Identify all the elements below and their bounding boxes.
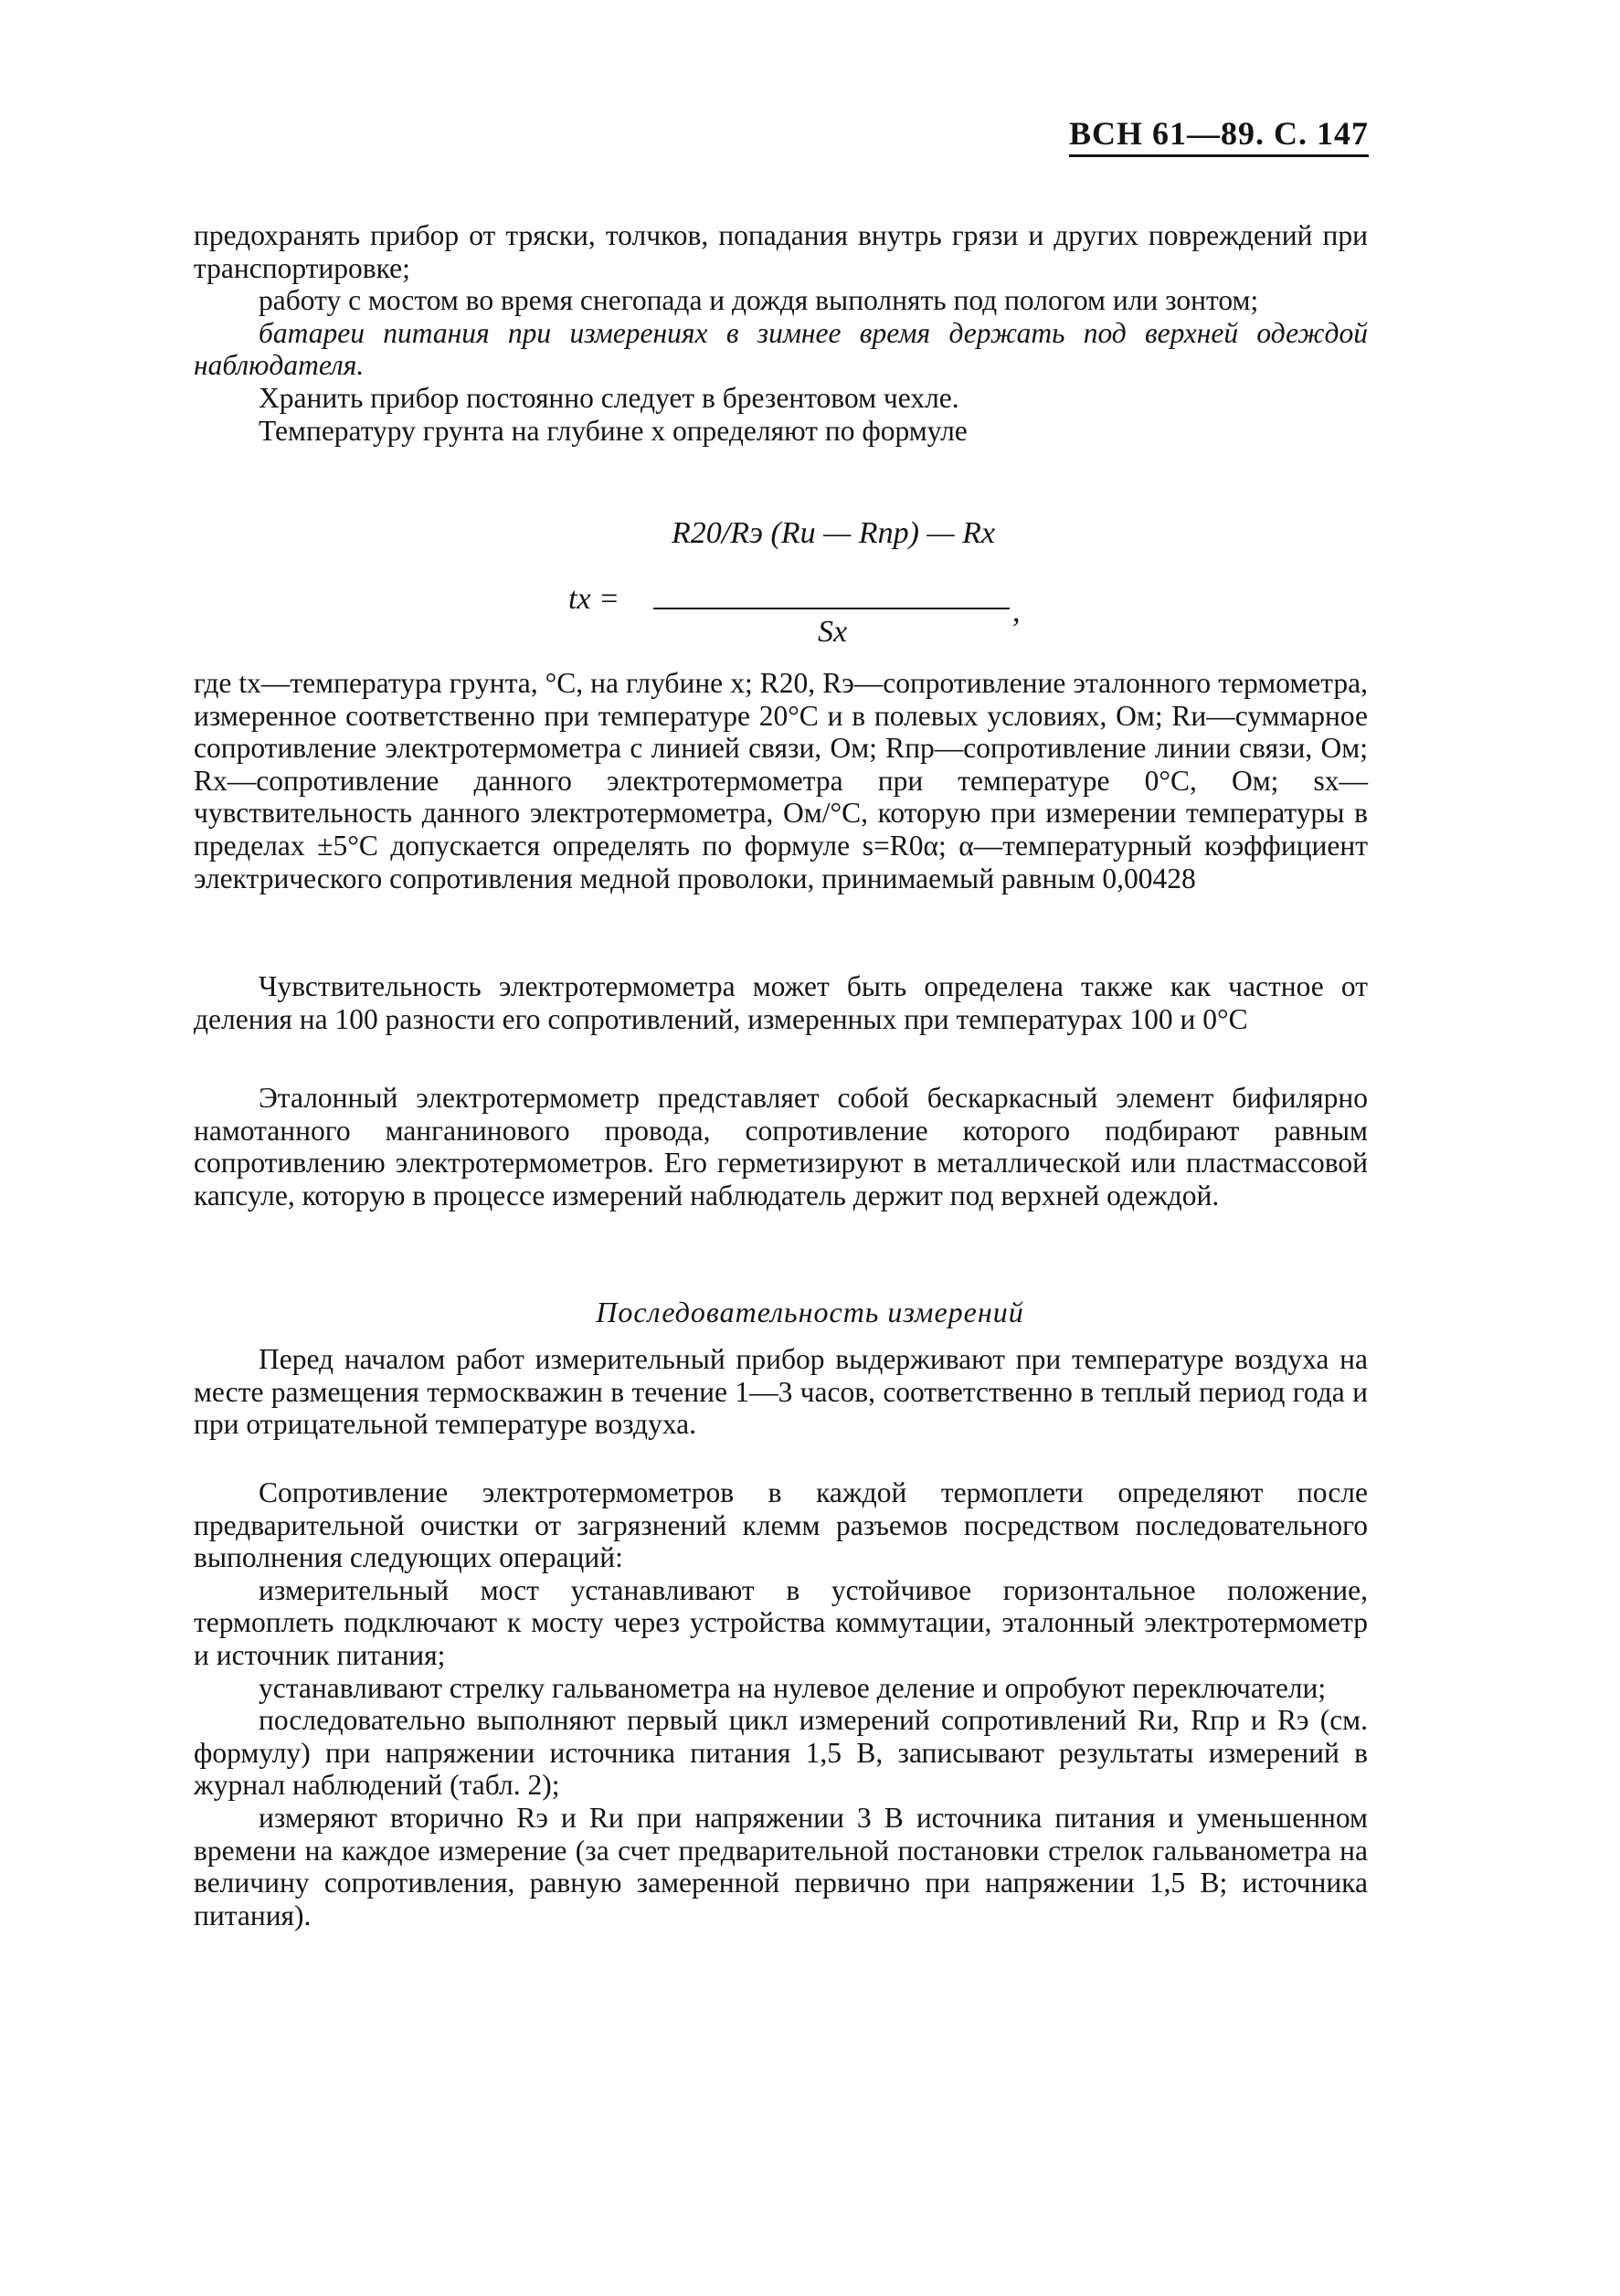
temperature-formula	[548, 507, 1023, 649]
list-item-first-cycle: последовательно выполняют первый цикл измерений сопротивлений Rи, Rпр и Rэ (см. формулу) при напряжении источника питания 1,5 В, записывают результаты измерений в журнал наблюдений (табл. 2);	[194, 1704, 1368, 1802]
fraction-bar	[653, 608, 1010, 609]
text-block-preparation	[194, 1343, 1368, 1441]
text-block-reference	[194, 1082, 1368, 1211]
paragraph-reference-thermometer: Эталонный электротермометр представляет собой бескаркасный элемент бифилярно намотанного манганинового провода, сопротивление которого подбирают равным сопротивлению электротермометров. Его герметизируют в металлической или пластмассовой капсуле, которую в процессе измерений наблюдатель держит под верхней одеждой.	[194, 1082, 1368, 1211]
text-block-definitions	[194, 667, 1368, 894]
paragraph-transport: предохранять прибор от тряски, толчков, попадания внутрь грязи и других повреждений при транспортировке;	[194, 219, 1368, 284]
paragraph-storage: Хранить прибор постоянно следует в брезентовом чехле.	[259, 381, 959, 414]
text-block-sensitivity	[194, 970, 1368, 1035]
paragraph-operations-intro: Сопротивление электротермометров в каждой термоплети определяют после предварительной очистки от загрязнений клемм разъемов посредством последовательного выполнения следующих операций:	[194, 1476, 1368, 1574]
paragraph-bridge-work: работу с мостом во время снегопада и дождя выполнять под пологом или зонтом;	[259, 284, 1259, 317]
list-item-second-measure: измеряют вторично Rэ и Rи при напряжении 3 В источника питания и уменьшенном времени на каждое измерение (за счет предварительной постановки стрелок гальванометра на величину сопротивления, равную замеренной первично при напряжении 1,5 В; источника питания).	[194, 1801, 1368, 1931]
text-block-storage	[194, 219, 1368, 447]
paragraph-formula-intro: Температуру грунта на глубине x определяют по формуле	[259, 414, 968, 447]
section-title: Последовательность измерений	[596, 1296, 1024, 1328]
list-item-galvanometer: устанавливают стрелку гальванометра на нулевое деление и опробуют переключатели;	[259, 1671, 1327, 1704]
paragraph-sensitivity: Чувствительность электротермометра может быть определена также как частное от деления на 100 разности его сопротивлений, измеренных при температурах 100 и 0°С	[194, 970, 1368, 1035]
formula-lhs: tx =	[568, 582, 619, 616]
paragraph-definitions: где tx—температура грунта, °С, на глубине x; R20, Rэ—сопротивление эталонного термометра, измеренное соответственно при температуре 20°С и в полевых условиях, Ом; Rи—суммарное сопротивление электротермометра с линией связи, Ом; Rпр—сопротивление линии связи, Ом; Rx—сопротивление данного электротермометра при температуре 0°С, Ом; sx—чувствительность данного электротермометра, Ом/°С, которую при измерении температуры в пределах ±5°С допускается определять по формуле s=R0α; α—температурный коэффициент электрического сопротивления медной проволоки, принимаемый равным 0,00428	[194, 667, 1368, 894]
text-block-operations	[194, 1476, 1368, 1931]
page-header: ВСН 61—89. С. 147	[1069, 115, 1369, 157]
formula-denominator: Sx	[818, 615, 848, 649]
formula-numerator: R20/Rэ (Rи — Rпр) — Rx	[672, 516, 995, 550]
formula-comma: ,	[1012, 595, 1021, 629]
paragraph-batteries: батареи питания при измерениях в зимнее время держать под верхней одеждой наблюдателя.	[194, 316, 1368, 382]
list-item-setup: измерительный мост устанавливают в устойчивое горизонтальное положение, термоплеть подключают к мосту через устройства коммутации, эталонный электротермометр и источник питания;	[194, 1573, 1368, 1671]
paragraph-preparation: Перед началом работ измерительный прибор выдерживают при температуре воздуха на месте размещения термоскважин в течение 1—3 часов, соответственно в теплый период года и при отрицательной температуре воздуха.	[194, 1343, 1368, 1441]
